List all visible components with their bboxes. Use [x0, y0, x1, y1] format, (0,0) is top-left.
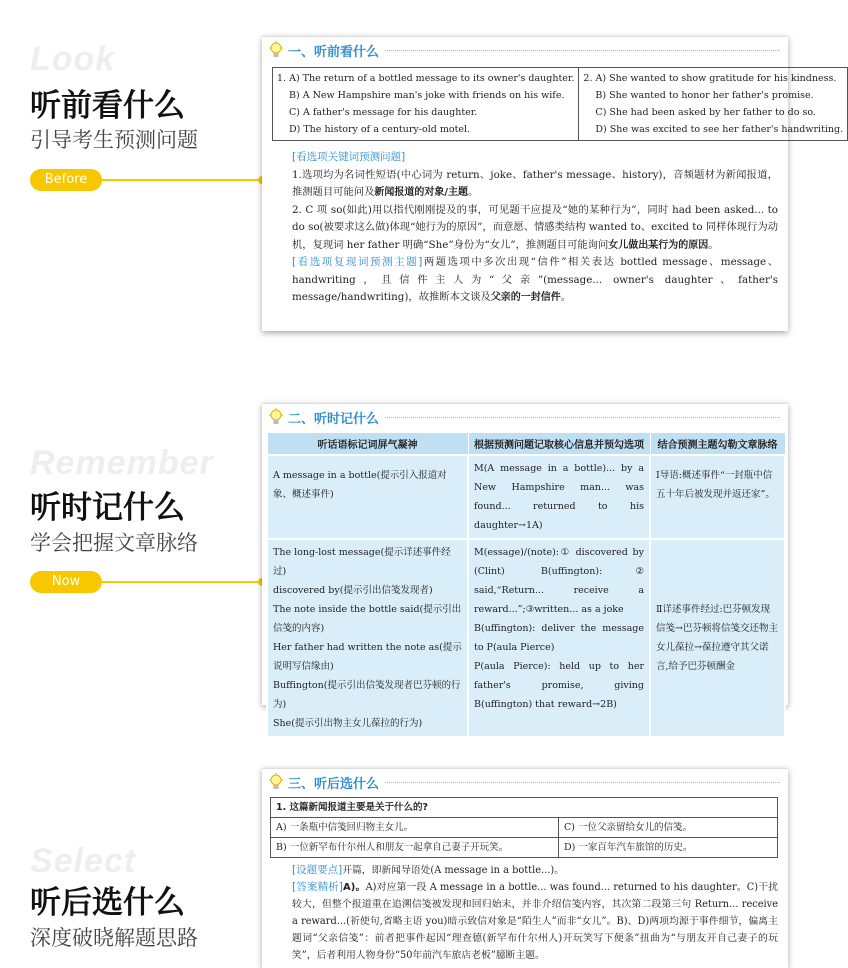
- col-header-2: 根据预测问题记取核心信息并预勾选项: [468, 433, 650, 455]
- card-look-header: [262, 37, 788, 63]
- card-select-analysis: [262, 862, 788, 964]
- card-remember: [262, 403, 788, 729]
- section-subtitle-remember: 学会把握文章脉络: [30, 531, 198, 555]
- section-subtitle-look: 引导考生预测问题: [30, 128, 198, 152]
- options-right: 2. A) She wanted to show gratitude for his kindness. B) She wanted to honor her father's promise. C) She had been asked by her father to do so. D) She was excited to see her father's handwriting.: [579, 68, 848, 141]
- options-table: [272, 67, 848, 141]
- question-text: 1. 这篇新闻报道主要是关于什么的?: [271, 798, 778, 818]
- card-select-title: 三、听后选什么: [288, 776, 380, 792]
- row2-cell-3: Ⅱ详述事件经过:巴芬顿发现信笺→巴芬顿将信笺交还物主女儿葆拉→葆拉遵守其父诺言,给予巴芬顿酬金: [650, 539, 785, 737]
- before-pill: Before: [30, 169, 102, 191]
- answer-analysis: [答案精析]A)。A)对应第一段 A message in a bottle... was found... returned to his daughter。C)干扰较大，但整个报道重在追溯信笺被发现和回归始末，并非介绍信笺内容，其次第二段第三句 Return... receive a reward...(祈使句,省略主语 you)暗示致信对象是“陌生人”而非“女儿”。B)、D)两项均源于事件细节，偏离主题词“父亲信笺”：前者把事件起因“理查德(新罕布什尔州人)开玩笑写下便条”扭曲为“与朋友开自己妻子的玩笑”，后者利用人物身份“50年前汽车旅店老板”臆断主题。: [292, 881, 778, 961]
- section-subtitle-select: 深度破晓解题思路: [30, 926, 198, 950]
- card-look-analysis: [262, 149, 788, 307]
- before-connector: [102, 179, 262, 181]
- analysis-p2: 2. C 项 so(如此)用以指代刚刚提及的事，可见题干应提及“她的某种行为”，同时 had been asked... to do so(被要求这么做)体现“她行为的原因”，而意愿、情感类结构 wanted to、excited to 同样体现行为动机，复现词 her father 明确“She”身份为“女儿”，推测题目可能询问女儿做出某行为的原因。: [292, 203, 778, 251]
- card-remember-header: [262, 404, 788, 430]
- row1-cell-2: M(A message in a bottle)... by a New Hampshire man... was found... returned to his daughter→1A): [468, 455, 650, 539]
- card-select: [262, 768, 788, 968]
- card-remember-title: 二、听时记什么: [288, 411, 380, 427]
- card-select-header: [262, 769, 788, 795]
- col-header-3: 结合预测主题勾勒文章脉络: [650, 433, 785, 455]
- lightbulb-icon: [268, 408, 284, 426]
- section-title-select: 听后选什么: [30, 885, 185, 921]
- row1-cell-3: Ⅰ导语:概述事件“一封瓶中信五十年后被发现并返还家”。: [650, 455, 785, 539]
- lightbulb-icon: [268, 773, 284, 791]
- option-c: C) 一位父亲留给女儿的信笺。: [559, 818, 778, 838]
- option-a: A) 一条瓶中信笺回归物主女儿。: [271, 818, 559, 838]
- options-left: 1. A) The return of a bottled message to its owner's daughter. B) A New Hampshire man's joke with friends on his wife. C) A father's message for his daughter. D) The history of a century-old motel.: [273, 68, 579, 141]
- row2-cell-2: M(essage)/(note):① discovered by (Clint) B(uffington):② said,“Return... receive a reward...”;③written... as a joke B(uffington): deliver the message to P(aula Pierce) P(aula Pierce): held up to her father's promise, giving B(uffington) that reward→2B): [468, 539, 650, 737]
- option-d: D) 一家百年汽车旅馆的历史。: [559, 838, 778, 858]
- section-title-remember: 听时记什么: [30, 490, 185, 526]
- listening-notes-table: [266, 432, 786, 738]
- lightbulb-icon: [268, 41, 284, 59]
- analysis-p1: 1.选项均为名词性短语(中心词为 return、joke、father's message、history)，音频题材为新闻报道，推测题目可能问及新闻报道的对象/主题。: [292, 168, 778, 198]
- ghost-word-select: Select: [30, 842, 137, 880]
- card-look: [262, 36, 844, 331]
- question-table: [270, 797, 778, 858]
- card-look-title: 一、听前看什么: [288, 44, 380, 60]
- now-connector: [102, 581, 262, 583]
- key-point: [设题要点]开篇，即新闻导语处(A message in a bottle...)。: [292, 864, 565, 876]
- row2-cell-1: The long-lost message(提示详述事件经过) discovered by(提示引出信笺发现者) The note inside the bottle said(提示引出信笺的内容) Her father had written the note as(提示说明写信缘由) Buffington(提示引出信笺发现者巴芬顿的行为) She(提示引出物主女儿葆拉的行为): [267, 539, 468, 737]
- ghost-word-look: Look: [30, 40, 116, 78]
- row1-cell-1: A message in a bottle(提示引入报道对象、概述事件): [267, 455, 468, 539]
- col-header-1: 听话语标记词屏气凝神: [267, 433, 468, 455]
- section-title-look: 听前看什么: [30, 88, 185, 124]
- tag-keyword-predict: [看选项关键词预测问题]: [292, 151, 406, 163]
- analysis-p3: [看选项复现词预测主题]两题选项中多次出现“信件”相关表达 bottled message、message、handwriting，且信件主人为“父亲”(message... owner's daughter、father's message/handwriting)，故推断本文谈及父亲的一封信件。: [292, 256, 778, 303]
- ghost-word-remember: Remember: [30, 444, 214, 482]
- now-pill: Now: [30, 571, 102, 593]
- option-b: B) 一位新罕布什尔州人和朋友一起拿自己妻子开玩笑。: [271, 838, 559, 858]
